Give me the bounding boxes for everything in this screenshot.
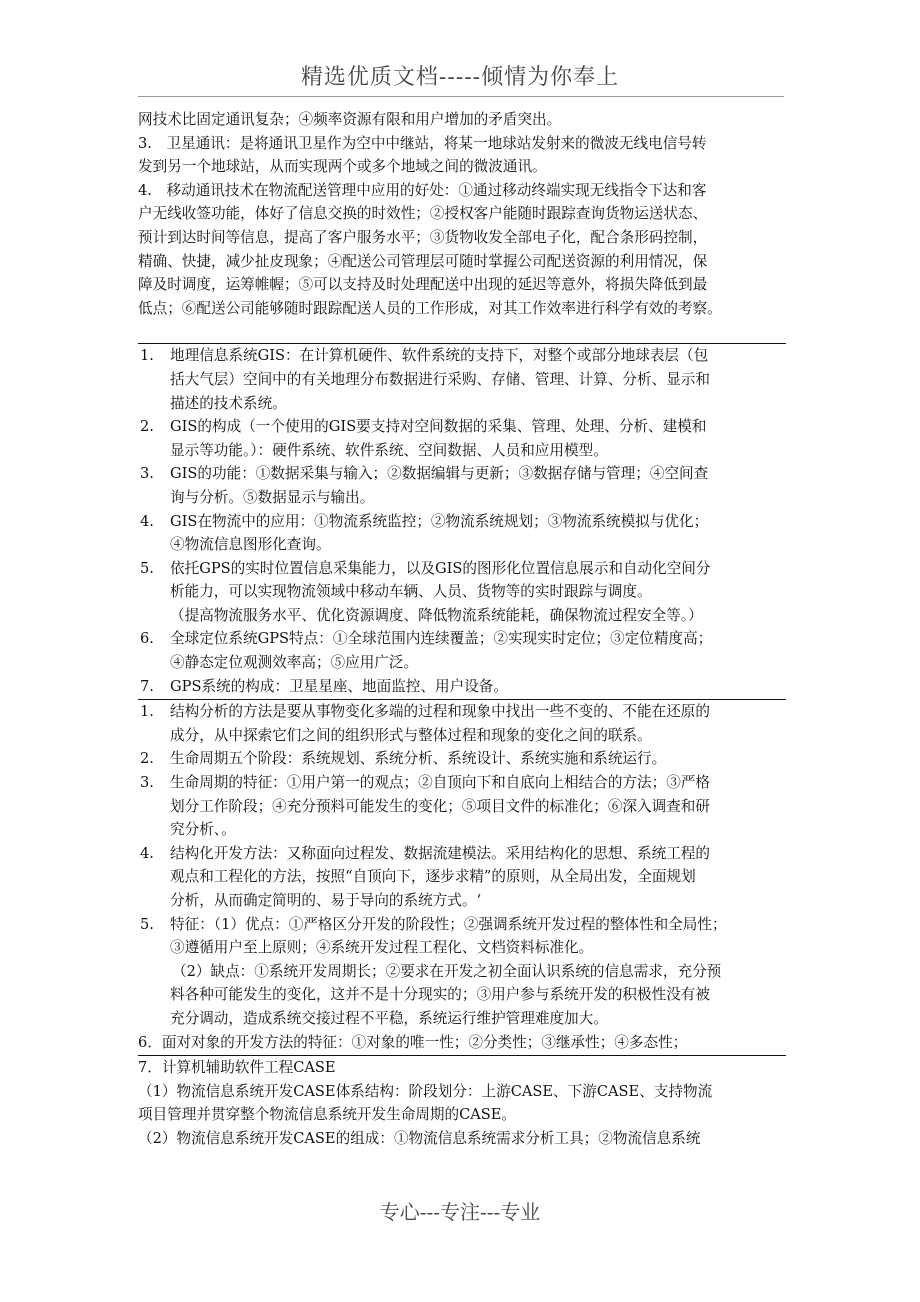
item-number: 1. xyxy=(140,703,154,721)
item-text: 结构分析的方法是要从事物变化多端的过程和现象中找出一些不变的、不能在还原的 xyxy=(170,703,710,721)
item-text: 充分调动，造成系统交接过程不平稳，系统运行维护管理难度加大。 xyxy=(170,1009,608,1027)
item-number: 1. xyxy=(140,347,154,365)
list-item xyxy=(138,415,786,462)
item-text: GPS系统的构成：卫星星座、地面监控、用户设备。 xyxy=(170,677,508,695)
item-text: ③遵循用户至上原则；④系统开发过程工程化、文档资料标准化。 xyxy=(170,939,594,957)
item-number: 4. xyxy=(140,844,154,862)
list-item xyxy=(138,700,786,747)
item-number: 3. xyxy=(140,774,154,792)
list-item xyxy=(138,344,786,415)
item-text: GIS的构成（一个使用的GIS要支持对空间数据的采集、管理、处理、分析、建模和 xyxy=(170,418,707,436)
item-text: 划分工作阶段；④充分预料可能发生的变化；⑤项目文件的标准化；⑥深入调查和研 xyxy=(170,797,710,815)
item-text: （提高物流服务水平、优化资源调度、降低物流系统能耗，确保物流过程安全等。） xyxy=(170,606,703,624)
item-number: 7. xyxy=(140,677,154,695)
text-line: 网技术比固定通讯复杂；④频率资源有限和用户增加的矛盾突出。 xyxy=(138,111,562,128)
list-item xyxy=(138,771,786,842)
header-rule xyxy=(138,96,784,97)
list-item xyxy=(138,462,786,509)
item-number: 5. xyxy=(140,559,154,577)
text-line: 障及时调度，运筹帷幄；⑤可以支持及时处理配送中出现的延迟等意外，将损失降低到最 xyxy=(138,276,708,294)
text-line: 精确、快捷，减少扯皮现象；④配送公司管理层可随时掌握公司配送资源的利用情况，保 xyxy=(138,252,708,270)
text-line: 户无线收签功能，体好了信息交换的时效性；②授权客户能随时跟踪查询货物运送状态、 xyxy=(138,205,708,223)
item-text: 全球定位系统GPS特点：①全球范围内连续覆盖；②实现实时定位；③定位精度高； xyxy=(170,630,713,648)
item-text: 描述的技术系统。 xyxy=(170,394,287,412)
list-item xyxy=(138,675,786,699)
item-text: ④静态定位观测效率高；⑤应用广泛。 xyxy=(170,654,419,672)
item-text: 显示等功能。）：硬件系统、软件系统、空间数据、人员和应用模型。 xyxy=(170,441,608,459)
item-number: 4. xyxy=(140,512,154,530)
page-header: 精选优质文档-----倾情为你奉上 xyxy=(300,65,620,90)
text-line: （1）物流信息系统开发CASE体系结构：阶段划分：上游CASE、下游CASE、支持物流 xyxy=(138,1082,713,1100)
item-text: ④物流信息图形化查询。 xyxy=(170,536,331,554)
item-number: 2. xyxy=(140,418,154,436)
text-line: 6．面对对象的开发方法的特征：①对象的唯一性；②分类性；③继承性；④多态性； xyxy=(138,1033,688,1051)
item-text: 观点和工程化的方法，按照“自顶向下，逐步求精”的原则，从全局出发，全面规划 xyxy=(170,868,696,886)
spacer xyxy=(138,320,786,342)
item-text: 依托GPS的实时位置信息采集能力，以及GIS的图形化位置信息展示和自动化空间分 xyxy=(170,559,711,577)
text-line: 项目管理并贯穿整个物流信息系统开发生命周期的CASE。 xyxy=(138,1106,517,1124)
item-number: 2. xyxy=(140,750,154,768)
item-text: 料各种可能发生的变化，这并不是十分现实的；③用户参与系统开发的积极性没有被 xyxy=(170,986,710,1004)
item-text: 析能力，可以实现物流领域中移动车辆、人员、货物等的实时跟踪与调度。 xyxy=(170,583,652,601)
item-text: GIS的功能：①数据采集与输入；②数据编辑与更新；③数据存储与管理；④空间查 xyxy=(170,465,709,483)
text-line: 7．计算机辅助软件工程CASE xyxy=(138,1059,336,1077)
item-text: （2）缺点：①系统开发周期长；②要求在开发之初全面认识系统的信息需求，充分预 xyxy=(172,962,722,980)
section-gis-gps xyxy=(138,344,786,698)
list-item xyxy=(138,747,786,771)
item-text: 地理信息系统GIS：在计算机硬件、软件系统的支持下，对整个或部分地球表层（包 xyxy=(170,347,709,365)
item-text: 询与分析。⑤数据显示与输出。 xyxy=(170,488,375,506)
item-text: 究分析、。 xyxy=(170,821,236,839)
item-text: 生命周期的特征：①用户第一的观点；②自顶向下和自底向上相结合的方法；③严格 xyxy=(170,774,710,792)
list-item xyxy=(138,510,786,557)
section-system-development xyxy=(138,700,786,1054)
text-line: 低点；⑥配送公司能够随时跟踪配送人员的工作形成，对其工作效率进行科学有效的考察。 xyxy=(138,299,722,317)
list-item xyxy=(138,842,786,913)
list-item xyxy=(138,557,786,628)
item-text: 分析，从而确定简明的、易于导向的系统方式。‘ xyxy=(170,892,482,909)
item-text: 结构化开发方法：又称面向过程发、数据流建模法。采用结构化的思想、系统工程的 xyxy=(170,844,710,862)
item-number: 6. xyxy=(140,630,154,648)
item-text: 生命周期五个阶段：系统规划、系统分析、系统设计、系统实施和系统运行。 xyxy=(170,750,667,768)
list-item xyxy=(138,913,786,1031)
item-number: 3. xyxy=(140,465,154,483)
item-text: 成分，从中探索它们之间的组织形式与整体过程和现象的变化之间的联系。 xyxy=(170,726,652,744)
document-body xyxy=(138,108,786,1151)
section-communication xyxy=(138,108,786,320)
text-line: （2）物流信息系统开发CASE的组成：①物流信息系统需求分析工具；②物流信息系统 xyxy=(138,1129,701,1147)
list-item xyxy=(138,627,786,674)
item-number: 5. xyxy=(140,915,154,933)
text-line: 4. 移动通讯技术在物流配送管理中应用的好处：①通过移动终端实现无线指令下达和客 xyxy=(138,181,707,199)
page-footer: 专心---专注---专业 xyxy=(379,1200,541,1224)
section-case xyxy=(138,1056,786,1150)
text-line: 3. 卫星通讯：是将通讯卫星作为空中中继站，将某一地球站发射来的微波无线电信号转 xyxy=(138,134,707,152)
item-text: 特征：（1）优点：①严格区分开发的阶段性；②强调系统开发过程的整体性和全局性； xyxy=(170,915,727,933)
item-text: 括大气层）空间中的有关地理分布数据进行采购、存储、管理、计算、分析、显示和 xyxy=(170,370,710,388)
text-line: 发到另一个地球站，从而实现两个或多个地域之间的微波通讯。 xyxy=(138,158,547,176)
item-text: GIS在物流中的应用：①物流系统监控；②物流系统规划；③物流系统模拟与优化； xyxy=(170,512,709,530)
text-line: 预计到达时间等信息，提高了客户服务水平；③货物收发全部电子化，配合条形码控制， xyxy=(138,228,708,246)
